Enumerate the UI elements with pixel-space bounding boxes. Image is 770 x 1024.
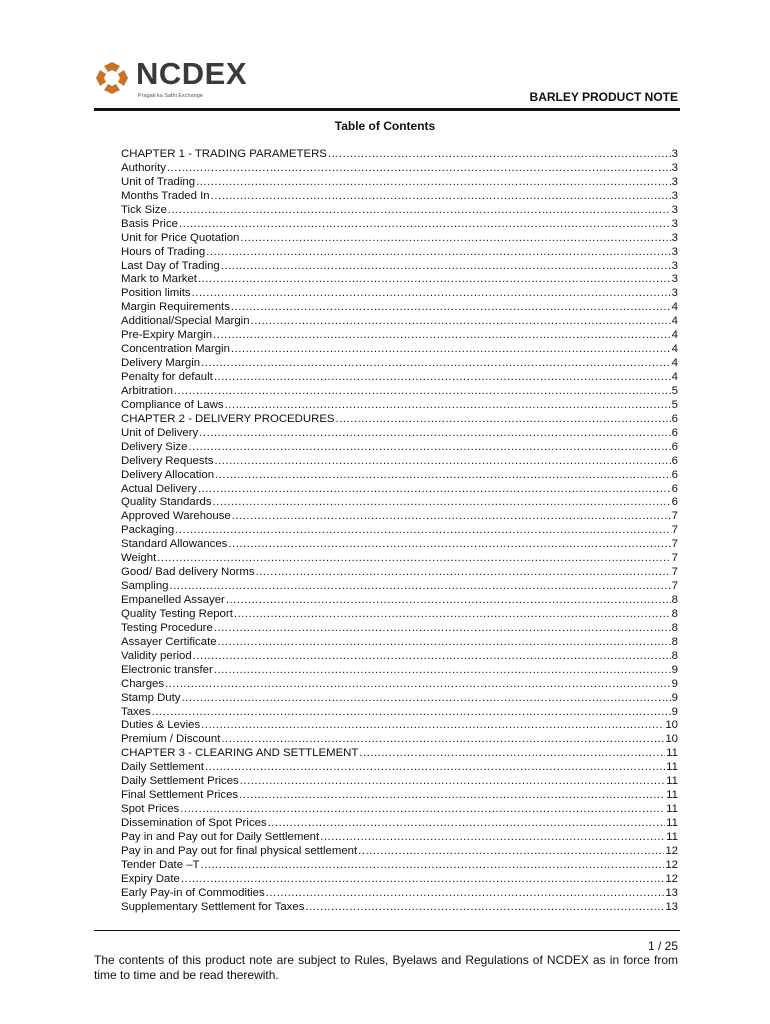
toc-entry-label: Charges	[121, 677, 165, 690]
toc-leader-dots	[240, 232, 670, 246]
toc-entry[interactable]	[121, 371, 678, 385]
toc-entry-label: Penalty for default	[121, 371, 213, 383]
toc-leader-dots	[201, 357, 671, 371]
toc-entry[interactable]	[121, 733, 678, 747]
toc-leader-dots	[218, 636, 671, 650]
toc-entry[interactable]	[121, 761, 678, 775]
toc-entry-label: Months Traded In	[121, 189, 210, 202]
toc-entry-page: 4	[671, 357, 678, 370]
toc-leader-dots	[201, 859, 665, 873]
toc-entry-page: 11	[666, 775, 678, 788]
toc-leader-dots	[266, 887, 665, 901]
toc-entry-page: 3	[671, 203, 678, 216]
toc-entry[interactable]	[121, 315, 678, 329]
toc-entry-label: Expiry Date	[121, 872, 180, 885]
toc-entry-page: 7	[671, 580, 678, 593]
toc-entry-page: 6	[671, 426, 678, 439]
toc-leader-dots	[305, 901, 664, 915]
toc-entry-page: 8	[671, 607, 678, 620]
toc-entry[interactable]	[121, 204, 678, 218]
toc-entry-label: Final Settlement Prices	[121, 789, 239, 802]
toc-entry-label: Unit of Trading	[121, 175, 196, 188]
toc-entry[interactable]	[121, 650, 678, 664]
toc-entry-page: 11	[666, 789, 678, 802]
toc-leader-dots	[192, 287, 671, 301]
toc-entry[interactable]	[121, 817, 678, 831]
toc-entry-label: CHAPTER 1 - TRADING PARAMETERS	[121, 148, 327, 160]
toc-leader-dots	[170, 580, 671, 594]
toc-entry-label: Taxes	[121, 705, 151, 718]
toc-leader-dots	[214, 371, 671, 385]
toc-entry[interactable]	[121, 608, 678, 622]
toc-entry-label: Unit of Delivery	[121, 426, 199, 439]
toc-entry-page: 3	[671, 259, 678, 272]
toc-entry-page: 4	[671, 315, 678, 328]
toc-leader-dots	[205, 761, 665, 775]
footer-divider	[94, 930, 680, 931]
toc-entry-label: Duties & Levies	[121, 719, 201, 732]
toc-entry-page: 6	[671, 454, 678, 467]
toc-entry[interactable]	[121, 901, 678, 915]
toc-entry-page: 6	[671, 412, 678, 425]
toc-entry[interactable]	[121, 692, 678, 706]
toc-entry-label: Early Pay-in of Commodities	[121, 886, 265, 899]
toc-entry[interactable]	[121, 190, 678, 204]
toc-entry-page: 12	[665, 844, 678, 857]
toc-entry-label: Basis Price	[121, 217, 178, 230]
toc-entry-page: 7	[671, 552, 678, 565]
toc-entry-label: Premium / Discount	[121, 733, 221, 746]
toc-leader-dots	[240, 775, 665, 789]
toc-entry-page: 10	[665, 733, 678, 746]
toc-entry-page: 7	[671, 538, 678, 551]
toc-entry-page: 3	[671, 161, 678, 174]
toc-entry-label: Position limits	[121, 287, 191, 300]
toc-entry[interactable]	[121, 887, 678, 901]
toc-entry-page: 7	[671, 524, 678, 537]
toc-entry[interactable]	[121, 357, 678, 371]
toc-entry[interactable]	[121, 845, 678, 859]
toc-entry-label: Stamp Duty	[121, 691, 181, 704]
toc-leader-dots	[228, 538, 670, 552]
toc-entry-label: Last Day of Trading	[121, 259, 220, 272]
toc-entry[interactable]	[121, 385, 678, 399]
toc-entry-label: Delivery Size	[121, 440, 188, 453]
toc-leader-dots	[221, 260, 671, 274]
header-divider	[94, 108, 680, 111]
toc-leader-dots	[206, 246, 670, 260]
toc-leader-dots	[225, 399, 671, 413]
toc-entry[interactable]	[121, 524, 678, 538]
toc-entry-page: 6	[671, 496, 678, 509]
toc-entry-label: Additional/Special Margin	[121, 315, 250, 328]
toc-entry[interactable]	[121, 859, 678, 873]
toc-entry-label: Delivery Allocation	[121, 468, 215, 481]
toc-entry[interactable]	[121, 483, 678, 497]
toc-entry-page: 6	[671, 468, 678, 481]
toc-entry-page: 3	[671, 287, 678, 300]
toc-entry-label: Concentration Margin	[121, 343, 230, 356]
toc-entry-label: Hours of Trading	[121, 245, 206, 258]
toc-leader-dots	[358, 845, 664, 859]
toc-entry-page: 9	[671, 677, 678, 690]
toc-leader-dots	[234, 608, 671, 622]
toc-leader-dots	[198, 273, 671, 287]
toc-entry-label: Delivery Margin	[121, 357, 201, 370]
toc-entry-page: 8	[671, 621, 678, 634]
toc-leader-dots	[193, 650, 671, 664]
toc-entry[interactable]	[121, 622, 678, 636]
toc-entry[interactable]	[121, 831, 678, 845]
toc-leader-dots	[179, 218, 671, 232]
toc-entry-label: Authority	[121, 161, 166, 174]
toc-entry-page: 3	[671, 175, 678, 188]
toc-leader-dots	[256, 566, 671, 580]
toc-leader-dots	[221, 733, 664, 747]
toc-leader-dots	[214, 622, 671, 636]
toc-entry-page: 7	[671, 510, 678, 523]
toc-entry-label: Actual Delivery	[121, 482, 197, 495]
toc-entry-page: 6	[671, 482, 678, 495]
toc-entry[interactable]	[121, 678, 678, 692]
toc-entry-page: 9	[671, 705, 678, 718]
toc-entry-label: Daily Settlement	[121, 761, 204, 774]
toc-leader-dots	[157, 552, 670, 566]
toc-entry-page: 4	[671, 343, 678, 356]
toc-entry-page: 11	[666, 761, 678, 774]
toc-leader-dots	[180, 803, 665, 817]
toc-entry-label: Assayer Certificate	[121, 635, 217, 648]
toc-entry-page: 4	[671, 371, 678, 383]
toc-entry-page: 9	[671, 691, 678, 704]
toc-leader-dots	[199, 427, 670, 441]
toc-entry-page: 8	[671, 649, 678, 662]
document-title: BARLEY PRODUCT NOTE	[529, 90, 678, 104]
toc-entry[interactable]	[121, 719, 678, 733]
toc-leader-dots	[201, 719, 664, 733]
toc-entry[interactable]	[121, 427, 678, 441]
toc-entry-page: 13	[665, 900, 678, 913]
toc-entry-label: Electronic transfer	[121, 663, 213, 676]
toc-heading: Table of Contents	[334, 119, 436, 133]
toc-entry-page: 10	[665, 719, 678, 732]
toc-leader-dots	[188, 441, 670, 455]
toc-entry-label: Packaging	[121, 524, 175, 537]
toc-leader-dots	[226, 594, 671, 608]
toc-entry[interactable]	[121, 469, 678, 483]
toc-entry[interactable]	[121, 301, 678, 315]
toc-leader-dots	[359, 747, 665, 761]
toc-entry[interactable]	[121, 273, 678, 287]
toc-entry-page: 4	[671, 301, 678, 314]
toc-entry[interactable]	[121, 413, 678, 427]
toc-entry-page: 13	[665, 886, 678, 899]
page-number: 1 / 25	[647, 939, 678, 953]
toc-entry[interactable]	[121, 706, 678, 720]
toc-entry-label: Spot Prices	[121, 803, 180, 816]
toc-entry-label: CHAPTER 2 - DELIVERY PROCEDURES	[121, 412, 335, 425]
toc-entry-label: CHAPTER 3 - CLEARING AND SETTLEMENT	[121, 747, 359, 760]
toc-entry[interactable]	[121, 287, 678, 301]
toc-entry[interactable]	[121, 176, 678, 190]
toc-entry-page: 5	[671, 384, 678, 397]
toc-leader-dots	[320, 831, 665, 845]
toc-entry[interactable]	[121, 343, 678, 357]
toc-leader-dots	[336, 413, 671, 427]
toc-entry-page: 11	[666, 817, 678, 829]
toc-leader-dots	[182, 692, 671, 706]
toc-entry-label: Tender Date –T	[121, 858, 200, 871]
toc-entry-page: 5	[671, 398, 678, 411]
toc-entry-label: Quality Standards	[121, 496, 212, 509]
toc-entry[interactable]	[121, 246, 678, 260]
toc-leader-dots	[268, 817, 666, 831]
toc-entry-page: 12	[665, 858, 678, 871]
toc-entry[interactable]	[121, 552, 678, 566]
toc-entry-page: 3	[671, 245, 678, 258]
toc-leader-dots	[231, 301, 671, 315]
toc-entry-page: 11	[666, 803, 678, 816]
logo-wordmark: NCDEX	[136, 56, 248, 91]
toc-leader-dots	[152, 706, 671, 720]
toc-entry-label: Mark to Market	[121, 273, 197, 286]
toc-entry-label: Pay in and Pay out for Daily Settlement	[121, 830, 320, 843]
toc-entry-label: Delivery Requests	[121, 454, 214, 467]
toc-entry-label: Empanelled Assayer	[121, 594, 225, 606]
toc-entry[interactable]	[121, 580, 678, 594]
toc-entry-label: Approved Warehouse	[121, 510, 231, 523]
toc-entry-page: 3	[671, 231, 678, 244]
toc-leader-dots	[167, 162, 671, 176]
toc-leader-dots	[239, 789, 665, 803]
toc-entry-page: 7	[671, 566, 678, 579]
toc-entry[interactable]	[121, 455, 678, 469]
toc-entry-label: Unit for Price Quotation	[121, 231, 240, 244]
toc-leader-dots	[198, 483, 671, 497]
toc-leader-dots	[211, 190, 671, 204]
toc-entry-label: Sampling	[121, 580, 169, 593]
toc-entry[interactable]	[121, 566, 678, 580]
toc-entry-page: 12	[665, 872, 678, 885]
toc-entry-label: Good/ Bad delivery Norms	[121, 566, 255, 579]
toc-entry[interactable]	[121, 538, 678, 552]
toc-leader-dots	[174, 385, 671, 399]
toc-entry[interactable]	[121, 399, 678, 413]
toc-leader-dots	[213, 329, 671, 343]
toc-entry-page: 3	[671, 189, 678, 202]
toc-entry-label: Arbitration	[121, 384, 173, 397]
toc-entry[interactable]	[121, 873, 678, 887]
toc-entry[interactable]	[121, 162, 678, 176]
toc-entry[interactable]	[121, 594, 678, 608]
toc-entry-label: Validity period	[121, 649, 192, 662]
toc-leader-dots	[215, 469, 671, 483]
toc-entry-page: 8	[671, 594, 678, 606]
toc-leader-dots	[213, 496, 671, 510]
toc-entry-page: 6	[671, 440, 678, 453]
toc-entry[interactable]	[121, 329, 678, 343]
toc-entry-page: 3	[671, 217, 678, 230]
toc-entry-page: 3	[671, 148, 678, 160]
toc-entry[interactable]	[121, 510, 678, 524]
toc-entry-label: Weight	[121, 552, 157, 565]
toc-leader-dots	[196, 176, 671, 190]
toc-entry[interactable]	[121, 496, 678, 510]
toc-leader-dots	[175, 524, 670, 538]
toc-entry[interactable]	[121, 664, 678, 678]
table-of-contents	[121, 148, 678, 915]
toc-leader-dots	[214, 455, 670, 469]
toc-entry[interactable]	[121, 747, 678, 761]
toc-entry-label: Pay in and Pay out for final physical settlement	[121, 844, 358, 857]
toc-leader-dots	[231, 343, 671, 357]
toc-leader-dots	[181, 873, 664, 887]
toc-entry-page: 11	[666, 830, 678, 843]
toc-entry[interactable]	[121, 803, 678, 817]
toc-entry-page: 11	[666, 747, 678, 760]
toc-entry[interactable]	[121, 218, 678, 232]
toc-entry[interactable]	[121, 260, 678, 274]
toc-entry-label: Compliance of Laws	[121, 398, 224, 411]
toc-entry-label: Margin Requirements	[121, 301, 230, 314]
toc-leader-dots	[165, 678, 671, 692]
ncdex-logo	[94, 58, 254, 102]
toc-entry-label: Testing Procedure	[121, 621, 213, 634]
toc-entry[interactable]	[121, 441, 678, 455]
toc-entry-label: Supplementary Settlement for Taxes	[121, 900, 305, 913]
toc-entry[interactable]	[121, 148, 678, 162]
toc-entry-label: Tick Size	[121, 203, 167, 216]
toc-entry-label: Dissemination of Spot Prices	[121, 817, 267, 829]
logo-tagline: Pragati ka Sathi Exchange	[138, 93, 203, 99]
toc-leader-dots	[168, 204, 671, 218]
toc-entry[interactable]	[121, 789, 678, 803]
toc-entry-label: Standard Allowances	[121, 538, 228, 551]
toc-entry[interactable]	[121, 636, 678, 650]
toc-entry[interactable]	[121, 775, 678, 789]
toc-leader-dots	[214, 664, 671, 678]
toc-entry-page: 9	[671, 663, 678, 676]
toc-entry[interactable]	[121, 232, 678, 246]
toc-entry-label: Quality Testing Report	[121, 607, 233, 620]
toc-entry-page: 4	[671, 329, 678, 342]
toc-leader-dots	[328, 148, 671, 162]
toc-entry-label: Daily Settlement Prices	[121, 775, 239, 788]
toc-entry-page: 3	[671, 273, 678, 286]
toc-leader-dots	[251, 315, 671, 329]
toc-entry-page: 8	[671, 635, 678, 648]
toc-leader-dots	[232, 510, 671, 524]
ncdex-logo-icon	[94, 60, 130, 96]
disclaimer-text: The contents of this product note are subject to Rules, Byelaws and Regulations of NCDEX as in force from time to time and be read therewith.	[94, 953, 678, 982]
toc-entry-label: Pre-Expiry Margin	[121, 329, 213, 342]
